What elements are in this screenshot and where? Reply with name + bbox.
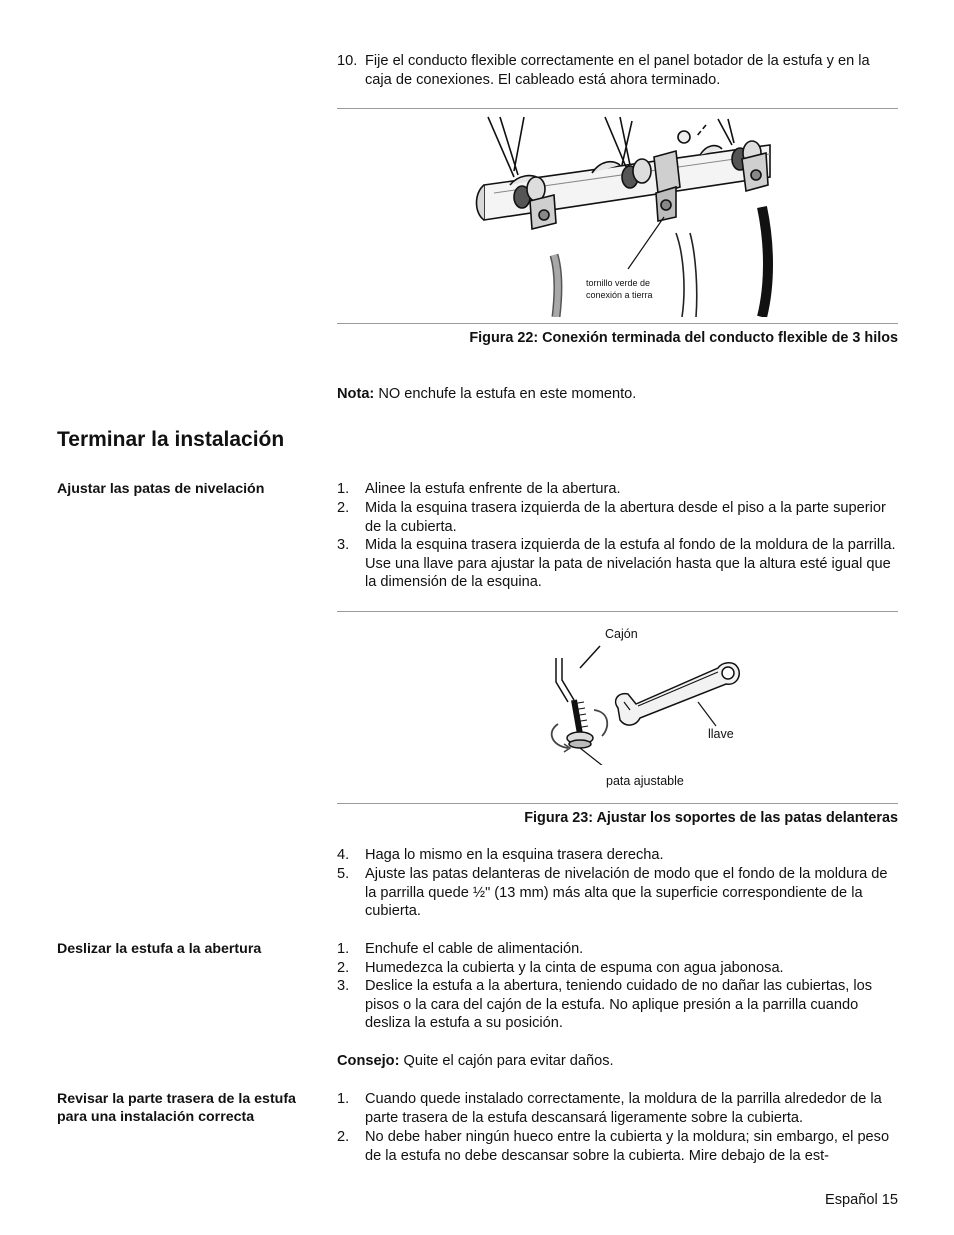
step-text: Haga lo mismo en la esquina trasera derecha.: [365, 847, 664, 863]
step-text: Mida la esquina trasera izquierda de la abertura desde el piso a la parte superior de la cubierta.: [365, 500, 886, 535]
step-text: Alinee la estufa enfrente de la abertura.: [365, 481, 621, 497]
step-number: 5.: [337, 866, 350, 882]
step-number: 3.: [337, 978, 350, 994]
note: [337, 385, 636, 404]
wrench-label: llave: [708, 727, 734, 741]
wrench-illustration: [540, 640, 750, 765]
step-text: Cuando quede instalado correctamente, la moldura de la parrilla alrededor de la parte trasera de la estufa descansará ligeramente sobre la cubierta.: [365, 1091, 882, 1126]
step-text: Mida la esquina trasera izquierda de la estufa al fondo de la moldura de la parrilla. Use una llave para ajustar la pata de nivelación hasta que la altura esté igual que la dimensión de la esquina.: [365, 537, 896, 591]
step-text: No debe haber ningún hueco entre la cubierta y la moldura; sin embargo, el peso de la estufa no debe descansar sobre la cubierta. Mire debajo de la est-: [365, 1129, 890, 1164]
step-text: Enchufe el cable de alimentación.: [365, 941, 584, 957]
step-number: 1.: [337, 941, 350, 957]
step-text: Ajuste las patas delanteras de nivelación de modo que el fondo de la moldura de la parrilla quede ½" (13 mm) más alta que la superficie correspondiente de la cubierta.: [365, 866, 888, 920]
tip: [337, 1052, 614, 1071]
step-number: 2.: [337, 1129, 350, 1145]
page-number: Español 15: [824, 1192, 898, 1208]
step-number: 4.: [337, 847, 350, 863]
step-text: Deslice la estufa a la abertura, teniendo cuidado de no dañar las cubiertas, los pisos o la cara del cajón de la estufa. No aplique presión a la parrilla cuando desliza la estufa a su posición.: [365, 978, 873, 1032]
label-line: tornillo verde de: [586, 278, 651, 288]
note-text: NO enchufe la estufa en este momento.: [374, 386, 637, 402]
tip-text: Quite el cajón para evitar daños.: [399, 1053, 614, 1069]
figure-23-caption: Figura 23: Ajustar los soportes de las patas delanteras: [524, 810, 898, 826]
figure-bottom-rule: [337, 323, 898, 324]
tip-label: Consejo:: [337, 1053, 400, 1069]
drawer-label: Cajón: [605, 627, 638, 641]
note-label: Nota:: [337, 386, 375, 402]
figure-top-rule: [337, 611, 898, 612]
label-line: conexión a tierra: [586, 289, 653, 300]
step-number: 2.: [337, 960, 350, 976]
figure-top-rule: [337, 108, 898, 109]
step-number: 1.: [337, 1091, 350, 1107]
ground-screw-label: [586, 278, 653, 301]
figure-22-caption: Figura 22: Conexión terminada del conducto flexible de 3 hilos: [469, 330, 898, 346]
step-number: 10.: [337, 53, 358, 69]
slide-heading: Deslizar la estufa a la abertura: [57, 941, 262, 957]
foot-label: pata ajustable: [606, 774, 684, 788]
step-number: 1.: [337, 481, 350, 497]
step-text: Humedezca la cubierta y la cinta de espuma con agua jabonosa.: [365, 960, 784, 976]
step-number: 2.: [337, 500, 350, 516]
section-title: Terminar la instalación: [57, 428, 285, 451]
step-text: Fije el conducto flexible correctamente en el panel botador de la estufa y en la caja de conexiones. El cableado está ahora terminado.: [365, 53, 870, 88]
figure-bottom-rule: [337, 803, 898, 804]
leveling-heading: Ajustar las patas de nivelación: [57, 481, 265, 497]
step-number: 3.: [337, 537, 350, 553]
rear-heading: Revisar la parte trasera de la estufa para una instalación correcta: [57, 1091, 296, 1125]
